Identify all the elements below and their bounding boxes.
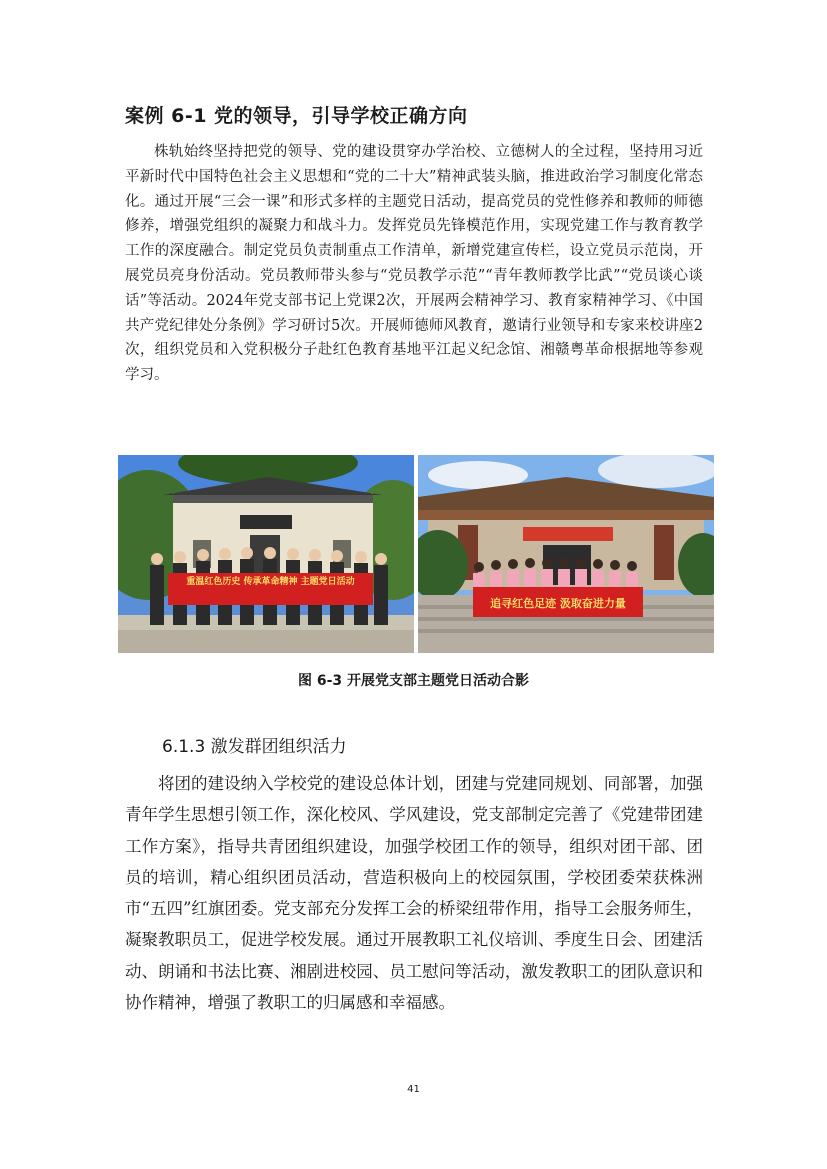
section-heading: 6.1.3 激发群团组织活力 xyxy=(162,737,347,757)
figure-caption: 图 6-3 开展党支部主题党日活动合影 xyxy=(297,673,530,689)
page-number: 41 xyxy=(407,1084,420,1095)
right-banner-text: 追寻红色足迹 汲取奋进力量 xyxy=(490,597,626,610)
left-banner-text: 重温红色历史 传承革命精神 主题党日活动 xyxy=(186,577,355,587)
case-paragraph: 株轨始终坚持把党的领导、党的建设贯穿办学治校、立德树人的全过程，坚持用习近平新时代中国特色社会主义思想和“党的二十大”精神武装头脑，推进政治学习制度化常态化。通过开展“三会一课”和形式多样的主题党日活动，提高党员的党性修养和教师的师德修养，增强党组织的凝聚力和战斗力。发挥党员先锋模范作用，实现党建工作与教育教学工作的深度融合。制定党员负责制重点工作清单，新增党建宣传栏，设立党员示范岗，开展党员亮身份活动。党员教师带头参与“党员教学示范”“青年教师教学比武”“党员谈心谈话”等活动。2024年党支部书记上党课2次，开展两会精神学习、教育家精神学习、《中国共产党纪律处分条例》学习研讨5次。开展师德师风教育，邀请行业领导和专家来校讲座2次，组织党员和入党积极分子赴红色教育基地平江起义纪念馆、湘赣粤革命根据地等参观学习。 xyxy=(125,144,703,384)
photo-memorial-hall-group xyxy=(118,455,414,653)
figure-photos xyxy=(118,455,714,653)
case-title: 案例 6-1 党的领导，引导学校正确方向 xyxy=(125,105,468,127)
photo-red-base-group xyxy=(418,455,714,653)
section-paragraph: 将团的建设纳入学校党的建设总体计划，团建与党建同规划、同部署，加强青年学生思想引领工作，深化校风、学风建设，党支部制定完善了《党建带团建工作方案》，指导共青团组织建设，加强学校团工作的领导，组织对团干部、团员的培训，精心组织团员活动，营造积极向上的校园氛围，学校团委荣获株洲市“五四”红旗团委。党支部充分发挥工会的桥梁纽带作用，指导工会服务师生，凝聚教职员工，促进学校发展。通过开展教职工礼仪培训、季度生日会、团建活动、朗诵和书法比赛、湘剧进校园、员工慰问等活动，激发教职工的团队意识和协作精神，增强了教职工的归属感和幸福感。 xyxy=(125,774,703,1013)
